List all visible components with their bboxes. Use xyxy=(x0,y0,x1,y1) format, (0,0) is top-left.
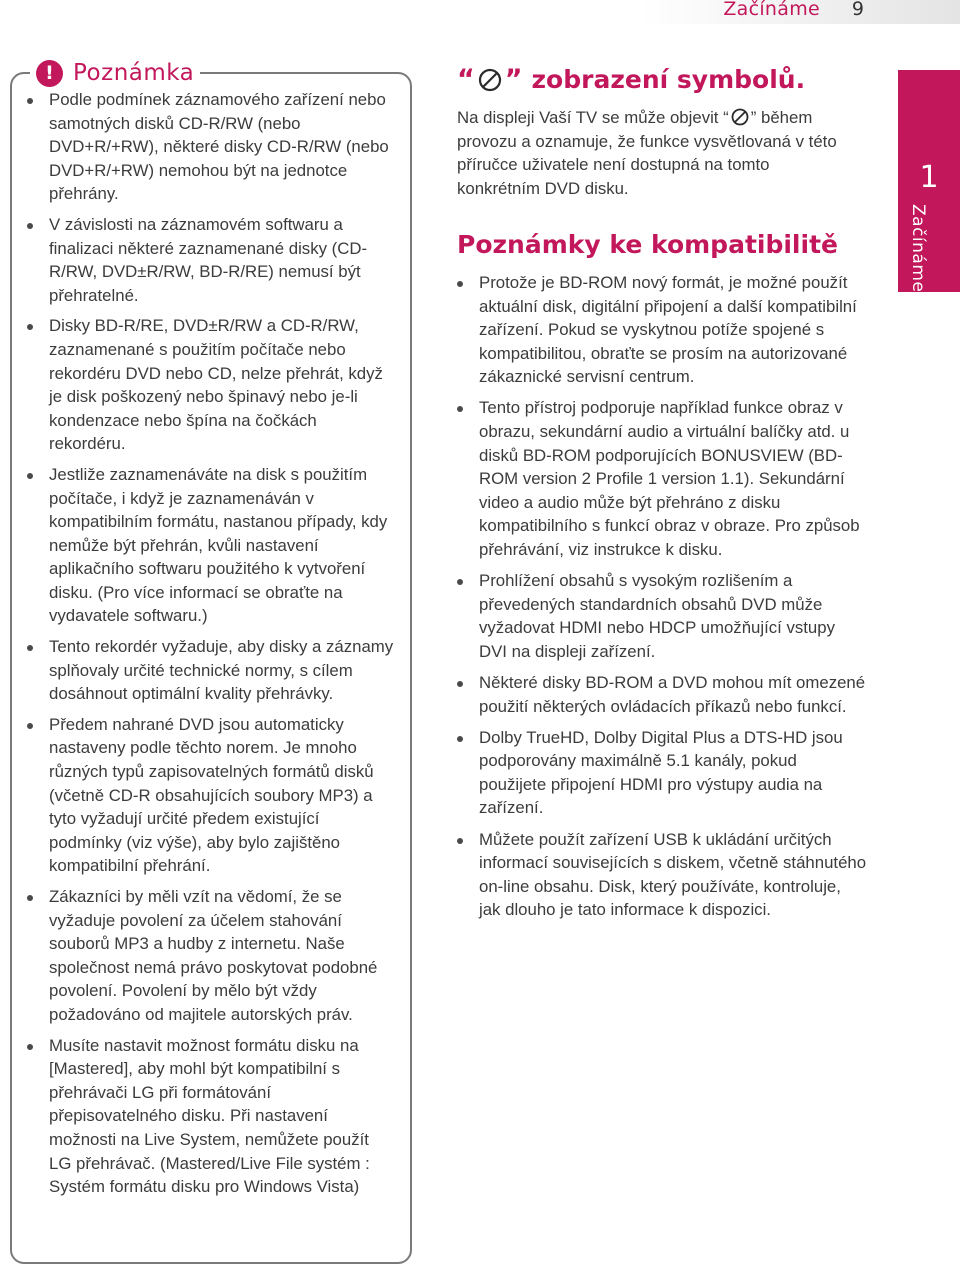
list-item: Předem nahrané DVD jsou automaticky nastaveny podle těchto norem. Je mnoho různých typů zapisovatelných formátů disků (včetně CD-R obsahujících soubory MP3) a tyto vyžadují určité předem existující podmínky (viz výše), aby bylo zajištěno kompatibilní přehrání. xyxy=(27,713,395,878)
list-item: Některé disky BD-ROM a DVD mohou mít omezené použití některých ovládacích příkazů nebo funkcí. xyxy=(457,671,867,718)
body-text-after: ” během provozu a oznamuje, že funkce vysvětlovaná v této příručce uživatele není dostupná na tomto konkrétním DVD disku. xyxy=(457,108,837,198)
list-item: Tento přístroj podporuje například funkce obraz v obrazu, sekundární audio a virtuální balíčky atd. u disků BD-ROM podporujících BONUSVIEW (BD-ROM version 2 Profile 1 version 1.1). Sekundární video a audio může být přehráno z disku kompatibilního s funkcí obraz v obraze. Pro způsob přehrávání, viz instrukce k disku. xyxy=(457,396,867,561)
note-title: Poznámka xyxy=(73,60,195,86)
open-quote: “ xyxy=(457,64,475,95)
symbol-section-title xyxy=(457,64,857,95)
compat-section-title: Poznámky ke kompatibilitě xyxy=(457,230,838,259)
chapter-title: Začínáme xyxy=(723,0,820,20)
list-item: Prohlížení obsahů s vysokým rozlišením a převedených standardních obsahů DVD může vyžadovat HDMI nebo HDCP umožňující vstupy DVI na displeji zařízení. xyxy=(457,569,867,663)
compat-list xyxy=(457,271,867,929)
chapter-number: 1 xyxy=(919,160,939,195)
list-item: V závislosti na záznamovém softwaru a finalizaci některé zaznamenané disky (CD-R/RW, DVD±R/RW, BD-R/RE) nemusí být přehratelné. xyxy=(27,213,395,307)
list-item: Tento rekordér vyžaduje, aby disky a záznamy splňovaly určité technické normy, s cílem dosáhnout optimální kvality přehrávky. xyxy=(27,635,395,706)
list-item: Podle podmínek záznamového zařízení nebo samotných disků CD-R/RW (nebo DVD+R/+RW), některé disky CD-R/RW (nebo DVD+R/+RW) nemohou být na jednotce přehrány. xyxy=(27,88,395,206)
body-text-before: Na displeji Vaší TV se může objevit “ xyxy=(457,108,729,127)
close-quote: ” xyxy=(504,64,523,95)
page-number: 9 xyxy=(851,0,864,20)
list-item: Zákazníci by měli vzít na vědomí, že se vyžaduje povolení za účelem stahování souborů MP3 a hudby z internetu. Naše společnost nemá právo poskytovat podobné povolení. Povolení by mělo být vždy požadováno od majitele autorských práv. xyxy=(27,885,395,1027)
list-item: Jestliže zaznamenáváte na disk s použitím počítače, i když je zaznamenáván v kompatibilním formátu, nastanou případy, kdy nemůže být přehrán, kvůli nastavení aplikačního softwaru použitého k vytvoření disku. (Pro více informací se obraťte na vydavatele softwaru.) xyxy=(27,463,395,628)
list-item: Dolby TrueHD, Dolby Digital Plus a DTS-HD jsou podporovány maximálně 5.1 kanály, pokud použijete připojení HDMI pro výstupy audia na zařízení. xyxy=(457,726,867,820)
chapter-side-label: Začínáme xyxy=(908,204,928,293)
exclamation-icon: ! xyxy=(36,60,63,87)
list-item: Můžete použít zařízení USB k ukládání určitých informací souvisejících s diskem, včetně stáhnutého on-line obsahu. Disk, který používáte, kontroluje, jak dlouho je tato informace k dispozici. xyxy=(457,828,867,922)
note-list xyxy=(27,88,395,1206)
list-item: Protože je BD-ROM nový formát, je možné použít aktuální disk, digitální připojení a další kompatibilní zařízení. Pokud se vyskytnou potíže spojené s kompatibilitou, obraťte se prosím na autorizované zákaznické servisní centrum. xyxy=(457,271,867,389)
note-heading xyxy=(30,58,200,88)
prohibited-icon xyxy=(478,68,502,92)
prohibited-inline-icon xyxy=(731,108,749,126)
symbol-section-body xyxy=(457,106,857,200)
list-item: Disky BD-R/RE, DVD±R/RW a CD-R/RW, zaznamenané s použitím počítače nebo rekordéru DVD nebo CD, nelze přehrát, když je disk poškozený nebo špinavý nebo je-li kondenzace nebo špína na čočkách rekordéru. xyxy=(27,314,395,456)
symbol-title-text: zobrazení symbolů. xyxy=(531,65,806,94)
list-item: Musíte nastavit možnost formátu disku na [Mastered], aby mohl být kompatibilní s přehrávači LG při formátování přepisovatelného disku. Při nastavení možnosti na Live System, nemůžete použít LG přehrávač. (Mastered/Live File systém : Systém formátu disku pro Windows Vista) xyxy=(27,1034,395,1199)
